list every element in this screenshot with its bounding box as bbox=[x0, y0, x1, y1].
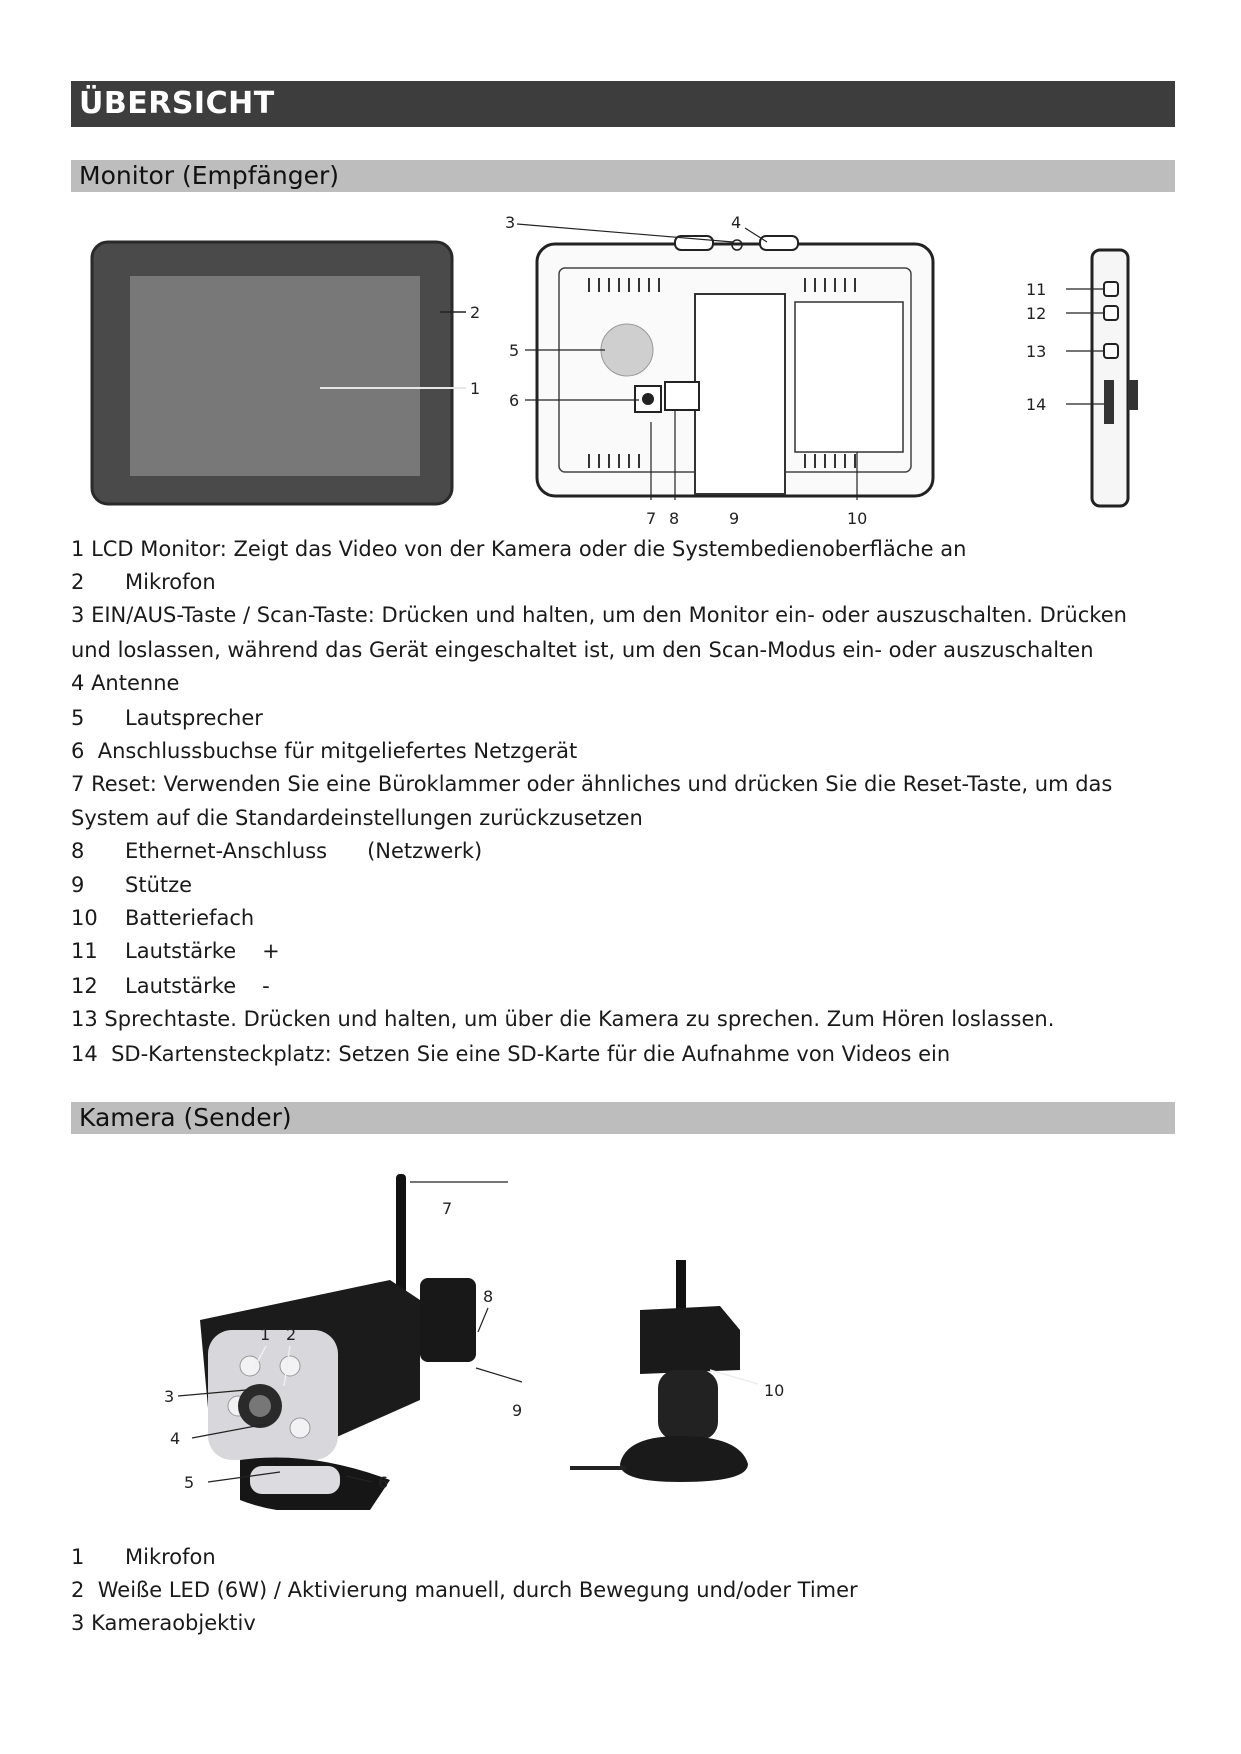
list-item: 2 Mikrofon bbox=[71, 570, 216, 594]
cam-callout-1: 1 bbox=[260, 1325, 271, 1344]
list-item: 3 EIN/AUS-Taste / Scan-Taste: Drücken und halten, um den Monitor ein- oder auszuschalten. Drücken bbox=[71, 603, 1127, 627]
callout-8: 8 bbox=[669, 509, 680, 528]
list-item: 4 Antenne bbox=[71, 671, 180, 695]
monitor-back-figure bbox=[505, 208, 945, 533]
callout-12: 12 bbox=[1026, 304, 1047, 323]
callout-1: 1 bbox=[470, 379, 481, 398]
list-item: 10 Batteriefach bbox=[71, 906, 255, 930]
callout-4: 4 bbox=[731, 213, 742, 232]
section-heading-monitor: Monitor (Empfänger) bbox=[71, 160, 1175, 192]
callout-2: 2 bbox=[470, 303, 481, 322]
callout-7: 7 bbox=[646, 509, 657, 528]
list-item: 3 Kameraobjektiv bbox=[71, 1611, 256, 1635]
cam-callout-10: 10 bbox=[764, 1381, 785, 1400]
cam-callout-2: 2 bbox=[286, 1325, 297, 1344]
list-item: 14 SD-Kartensteckplatz: Setzen Sie eine SD-Karte für die Aufnahme von Videos ein bbox=[71, 1042, 951, 1066]
callout-11: 11 bbox=[1026, 280, 1047, 299]
callout-3: 3 bbox=[505, 213, 516, 232]
list-item-continuation: und loslassen, während das Gerät eingeschaltet ist, um den Scan-Modus ein- oder auszuschalten bbox=[71, 638, 1094, 662]
cam-callout-3: 3 bbox=[164, 1387, 175, 1406]
monitor-side-figure bbox=[1020, 240, 1165, 512]
cam-callout-5: 5 bbox=[184, 1473, 195, 1492]
list-item: 8 Ethernet-Anschluss (Netzwerk) bbox=[71, 839, 483, 863]
callout-13: 13 bbox=[1026, 342, 1047, 361]
cam-callout-9: 9 bbox=[512, 1401, 523, 1420]
cam-callout-7: 7 bbox=[442, 1199, 453, 1218]
list-item-continuation: System auf die Standardeinstellungen zurückzusetzen bbox=[71, 806, 643, 830]
list-item: 12 Lautstärke - bbox=[71, 974, 270, 998]
list-item: 11 Lautstärke + bbox=[71, 939, 280, 963]
callout-6: 6 bbox=[509, 391, 520, 410]
callout-5: 5 bbox=[509, 341, 520, 360]
callout-10: 10 bbox=[847, 509, 868, 528]
cam-callout-8: 8 bbox=[483, 1287, 494, 1306]
list-item: 7 Reset: Verwenden Sie eine Büroklammer oder ähnliches und drücken Sie die Reset-Taste, um das bbox=[71, 772, 1113, 796]
list-item: 5 Lautsprecher bbox=[71, 706, 263, 730]
camera-back-figure bbox=[570, 1250, 810, 1500]
list-item: 1 LCD Monitor: Zeigt das Video von der Kamera oder die Systembedienoberfläche an bbox=[71, 537, 967, 561]
cam-callout-4: 4 bbox=[170, 1429, 181, 1448]
list-item: 13 Sprechtaste. Drücken und halten, um über die Kamera zu sprechen. Zum Hören loslassen. bbox=[71, 1007, 1055, 1031]
section-heading-camera: Kamera (Sender) bbox=[71, 1102, 1175, 1134]
monitor-front-figure bbox=[88, 236, 498, 508]
list-item: 9 Stütze bbox=[71, 873, 193, 897]
page-title: ÜBERSICHT bbox=[71, 81, 1175, 127]
camera-front-figure bbox=[150, 1170, 570, 1510]
list-item: 1 Mikrofon bbox=[71, 1545, 216, 1569]
list-item: 2 Weiße LED (6W) / Aktivierung manuell, durch Bewegung und/oder Timer bbox=[71, 1578, 858, 1602]
callout-9: 9 bbox=[729, 509, 740, 528]
cam-callout-6: 6 bbox=[378, 1473, 389, 1492]
list-item: 6 Anschlussbuchse für mitgeliefertes Netzgerät bbox=[71, 739, 578, 763]
callout-14: 14 bbox=[1026, 395, 1047, 414]
